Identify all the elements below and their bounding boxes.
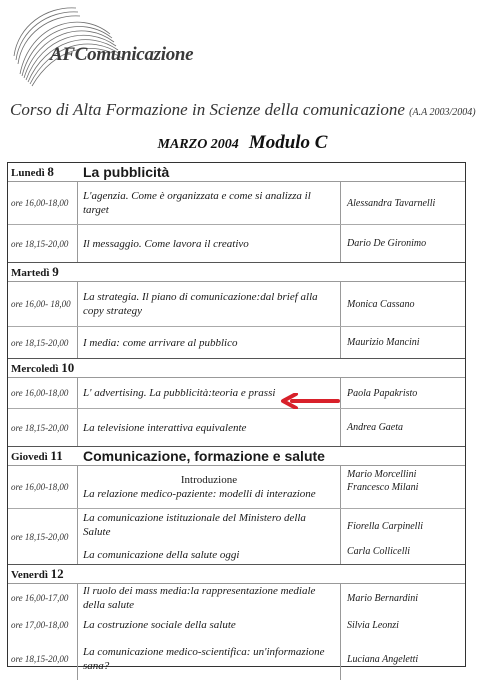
speaker-name: Carla Collicelli: [347, 546, 411, 557]
session-description: L'agenzia. Come è organizzata e come si analizza il target: [77, 182, 341, 224]
session-intro: Introduzione: [180, 474, 238, 486]
session-row: [8, 612, 465, 638]
speaker-name: Mario Morcellini: [347, 469, 417, 480]
session-time: ore 18,15-20,00: [11, 238, 69, 249]
session-time: ore 18,15-20,00: [11, 654, 69, 664]
session-speaker: Alessandra Tavarnelli: [347, 197, 436, 209]
session-time: ore 16,00-18,00: [11, 482, 69, 492]
session-row: [8, 508, 465, 564]
session-speaker: Monica Cassano: [347, 298, 415, 310]
session-time: ore 17,00-18,00: [11, 620, 69, 630]
session-time: ore 18,15-20,00: [11, 422, 69, 433]
session-row: [8, 408, 465, 446]
logo-text: AFComunicazione: [50, 44, 194, 65]
session-row: [8, 638, 465, 680]
course-title: [10, 100, 480, 120]
day-header: [8, 565, 465, 584]
day-header: [8, 447, 465, 466]
session-row: [8, 182, 465, 224]
day-header: [8, 359, 465, 378]
day-topic: Comunicazione, formazione e salute: [83, 448, 325, 464]
session-description: [77, 466, 341, 508]
session-speaker: Silvia Leonzi: [347, 619, 399, 631]
session-description-text: La comunicazione della salute oggi: [83, 549, 240, 561]
speaker-name: Fiorella Carpinelli: [347, 521, 424, 532]
module-label: Modulo C: [248, 132, 328, 153]
module-heading: [0, 132, 485, 154]
session-speaker: [341, 466, 465, 508]
course-name: Corso di Alta Formazione in Scienze della comunicazione: [10, 100, 405, 119]
session-description: Il ruolo dei mass media:la rappresentazione mediale della salute: [77, 584, 341, 612]
day-label: Mercoledì 10: [11, 360, 75, 375]
session-description: Il messaggio. Come lavora il creativo: [77, 225, 341, 262]
session-description: La strategia. Il piano di comunicazione:dal brief alla copy strategy: [77, 282, 341, 326]
day-topic: La pubblicità: [83, 164, 170, 180]
session-description-text: La comunicazione istituzionale del Ministero della Salute: [83, 512, 306, 538]
session-description: La comunicazione medico-scientifica: un'informazione sana?: [77, 638, 341, 680]
session-row: [8, 378, 465, 408]
session-speaker: Mario Bernardini: [347, 592, 419, 604]
schedule-table: [7, 162, 466, 672]
day-block-thursday: [8, 447, 465, 565]
day-label: Martedì 9: [11, 264, 59, 279]
day-header: [8, 263, 465, 282]
session-speaker: Luciana Angeletti: [347, 653, 419, 665]
session-row: [8, 584, 465, 612]
day-block-monday: [8, 163, 465, 263]
session-speaker: [341, 509, 465, 564]
session-description: La costruzione sociale della salute: [77, 612, 341, 638]
speaker-name: Francesco Milani: [347, 482, 419, 493]
session-speaker: Dario De Gironimo: [347, 238, 427, 249]
session-time: ore 16,00-18,00: [11, 388, 69, 398]
day-label: Venerdì 12: [11, 566, 64, 581]
day-label: Lunedì 8: [11, 164, 54, 179]
red-arrow-icon: [280, 393, 340, 409]
academic-year: (A.A 2003/2004): [409, 107, 476, 118]
logo: [10, 4, 194, 96]
session-speaker: Paola Papakristo: [347, 387, 418, 399]
day-block-wednesday: [8, 359, 465, 447]
session-description: La televisione interattiva equivalente: [77, 409, 341, 446]
session-time: ore 16,00-18,00: [11, 198, 69, 208]
day-block-tuesday: [8, 263, 465, 359]
day-header: [8, 163, 465, 182]
session-row: [8, 466, 465, 508]
session-description: L' advertising. La pubblicità:teoria e prassi: [77, 378, 341, 408]
session-time: ore 16,00- 18,00: [11, 299, 71, 309]
session-time: ore 16,00-17,00: [11, 593, 69, 603]
session-speaker: Maurizio Mancini: [347, 337, 420, 348]
session-description: [77, 509, 341, 564]
month-label: MARZO 2004: [157, 137, 239, 152]
session-description-text: La relazione medico-paziente: modelli di interazione: [83, 488, 316, 500]
session-row: [8, 282, 465, 326]
session-speaker: Andrea Gaeta: [347, 422, 404, 433]
day-block-friday: [8, 565, 465, 680]
day-label: Giovedì 11: [11, 448, 63, 463]
session-description: I media: come arrivare al pubblico: [77, 327, 341, 358]
session-time: ore 18,15-20,00: [11, 531, 69, 542]
session-row: [8, 224, 465, 262]
session-row: [8, 326, 465, 358]
session-time: ore 18,15-20,00: [11, 337, 69, 348]
